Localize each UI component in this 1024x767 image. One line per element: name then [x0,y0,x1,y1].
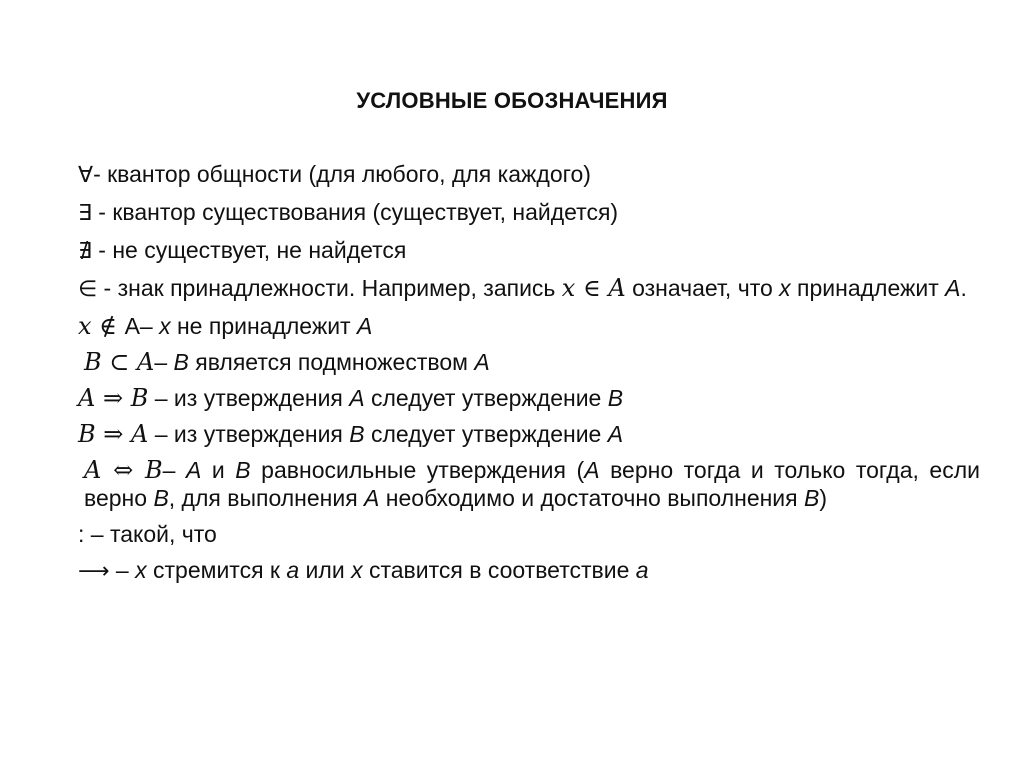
belongs-text-2: означает, что [625,275,780,301]
line-exists [78,198,980,228]
implies-ba-expr: B ⇒ A [78,420,149,448]
implies-ab-a: A [349,385,365,411]
not-exists-text: - не существует, не найдется [91,237,407,263]
arrow-a-1: a [286,557,300,583]
forall-text: - квантор общности (для любого, для каждого) [93,161,591,187]
belongs-symbol: ∈ [78,277,98,302]
equiv-text-1: и [201,457,236,483]
line-arrow [78,556,980,586]
implies-ab-text-2: следует утверждение [364,385,608,411]
subset-dash: – [154,349,174,375]
equiv-text-6: ) [819,485,828,511]
arrow-text-4: ставится в соответствие [362,557,636,583]
line-implies-ba [78,420,980,448]
implies-ba-text-1: – из утверждения [148,421,350,447]
line-belongs [78,274,980,304]
equiv-text-3: верно тогда и только тогда, если верно [84,457,980,511]
arrow-text-2: стремится к [146,557,287,583]
equiv-a-1: A [186,457,202,483]
equiv-text-5: необходимо и достаточно выполнения [379,485,805,511]
arrow-x-2: x [351,557,363,583]
arrow-text-1: – [109,557,136,583]
not-belongs-a-plain: А [124,313,140,339]
not-belongs-expr: x ∉ [78,312,125,340]
implies-ab-expr: A ⇒ B [78,384,149,412]
belongs-text-3: принадлежит [790,275,946,301]
equiv-b-3: B [804,485,820,511]
not-belongs-x: x [159,313,171,339]
equiv-b-1: B [235,457,251,483]
subset-expr: B ⊂ A [84,348,155,376]
equiv-text-2: равносильные утверждения ( [250,457,585,483]
line-forall [78,160,980,190]
arrow-text-3: или [299,557,352,583]
line-not-exists [78,236,980,266]
equiv-dash: – [162,457,186,483]
forall-symbol: ∀ [78,163,94,188]
arrow-symbol: ⟶ [78,559,110,584]
not-belongs-dash: – [139,313,160,339]
belongs-x: x [779,275,791,301]
page-title: УСЛОВНЫЕ ОБОЗНАЧЕНИЯ [356,88,668,113]
implies-ba-text-2: следует утверждение [364,421,608,447]
exists-symbol: ∃ [78,201,92,226]
line-implies-ab [78,384,980,412]
implies-ab-text-1: – из утверждения [148,385,350,411]
not-exists-symbol: ∄ [78,239,92,264]
arrow-x-1: x [135,557,147,583]
subset-a: A [474,349,490,375]
equiv-b-2: B [153,485,169,511]
belongs-text-1: - знак принадлежности. Например, запись [97,275,562,301]
equiv-expr: A ⇔ B [84,456,163,484]
exists-text: - квантор существования (существует, найдется) [91,199,619,225]
equiv-a-3: A [364,485,380,511]
equiv-a-2: A [584,457,600,483]
implies-ba-b: B [349,421,365,447]
notation-list [78,160,980,594]
belongs-a: A [945,275,961,301]
line-equiv [78,456,980,512]
line-not-belongs [78,312,980,340]
implies-ab-b: B [607,385,624,411]
not-belongs-text: не принадлежит [170,313,357,339]
implies-ba-a: A [607,421,624,447]
line-such-that [78,520,980,548]
equiv-text-4: , для выполнения [168,485,365,511]
belongs-text-4: . [960,275,967,301]
belongs-expr: x ∈ A [561,274,626,302]
subset-b: B [173,349,189,375]
such-that-text: : – такой, что [78,521,217,547]
line-subset [78,348,980,376]
subset-text: является подмножеством [188,349,475,375]
not-belongs-a: A [357,313,373,339]
arrow-a-2: a [635,557,649,583]
